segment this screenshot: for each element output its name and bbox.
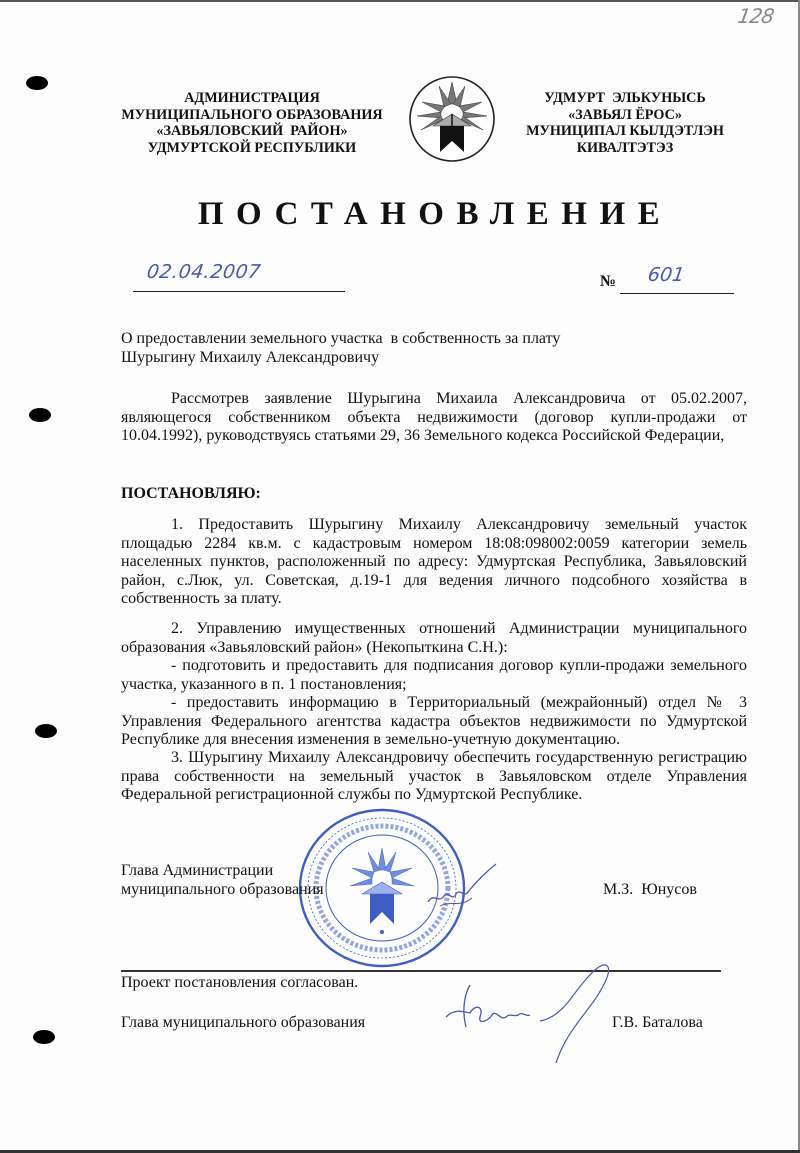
- header-right-line: КИВАЛТЭТЭЗ: [576, 139, 674, 156]
- decree-item-2-sub-1: - подготовить и предоставить для подписания договор купли-продажи земельного участка, указанного в п. 1 постановления;: [121, 657, 747, 693]
- punch-hole: [29, 408, 51, 422]
- date-value: 02.04.2007: [145, 261, 263, 283]
- punch-hole: [35, 724, 57, 738]
- head-name: М.З. Юнусов: [603, 881, 697, 898]
- decree-item-1: 1. Предоставить Шурыгину Михаилу Александровичу земельный участок площадью 2284 кв.м. с кадастровым номером 18:08:098002:0059 категории земель населенных пунктов, расположенный по адресу: Удмуртская Республика, Завьяловский район, с.Люк, ул. Советская, д.19-1 для ведения личного подсобного хозяйства в собственность за плату.: [121, 516, 747, 607]
- number-field: [620, 263, 734, 294]
- date-field: [133, 261, 345, 292]
- decree-item-2-sub-2: - предоставить информацию в Территориальный (межрайонный) отдел № 3 Управления Федерального агентства кадастра объектов недвижимости по Удмуртской Республике для внесения изменения в земельно-учетную документацию.: [121, 694, 747, 748]
- head-role-line: муниципального образования: [121, 880, 324, 898]
- header-right-line: «ЗАВЬЯЛ ЁРОС»: [568, 106, 682, 123]
- header-right: [520, 90, 730, 156]
- header-left-line: АДМИНИСТРАЦИЯ: [184, 90, 320, 106]
- punch-hole: [33, 1030, 55, 1044]
- decree-item-2: 2. Управлению имущественных отношений Администрации муниципального образования «Завьяловский район» (Некопыткина С.Н.):: [121, 620, 747, 656]
- approval-note: Проект постановления согласован.: [121, 974, 359, 991]
- head-role-line: Глава Администрации: [121, 862, 274, 879]
- approver-role: Глава муниципального образования: [121, 1014, 366, 1031]
- district-emblem-icon: [407, 74, 497, 164]
- decree-heading: ПОСТАНОВЛЯЮ:: [121, 485, 261, 502]
- header-right-line: МУНИЦИПАЛ КЫЛДЭТЛЭН: [526, 123, 724, 139]
- header-left: [110, 90, 394, 156]
- head-role: [121, 862, 361, 899]
- subject-line: О предоставлении земельного участка в собственность за плату: [121, 330, 561, 347]
- document-title: ПОСТАНОВЛЕНИЕ: [197, 196, 673, 232]
- number-label: №: [600, 273, 617, 290]
- head-signature-icon: [420, 862, 500, 922]
- approver-signature-icon: [440, 955, 620, 1065]
- header-right-line: УДМУРТ ЭЛЬКУНЫСЬ: [544, 90, 706, 106]
- preamble-paragraph: Рассмотрев заявление Шурыгина Михаила Александровича от 05.02.2007, являющегося собственником объекта недвижимости (договор купли-продажи от 10.04.1992), руководствуясь статьями 29, 36 Земельного кодекса Российской Федерации,: [121, 390, 747, 444]
- header-left-line: МУНИЦИПАЛЬНОГО ОБРАЗОВАНИЯ: [121, 106, 383, 123]
- page-edge-top: [0, 0, 800, 2]
- decree-item-3: 3. Шурыгину Михаилу Александровичу обеспечить государственную регистрацию права собственности на земельный участок в Завьяловском отделе Управления Федеральной регистрационной службы по Удмуртской Республике.: [121, 749, 747, 803]
- header-left-line: «ЗАВЬЯЛОВСКИЙ РАЙОН»: [156, 123, 348, 139]
- subject-line: Шурыгину Михаилу Александровичу: [121, 348, 380, 366]
- page-number: 128: [735, 4, 776, 28]
- number-value: 601: [646, 264, 686, 286]
- header-left-line: УДМУРТСКОЙ РЕСПУБЛИКИ: [147, 139, 357, 156]
- document-subject: [121, 330, 641, 367]
- approver-name: Г.В. Баталова: [612, 1014, 703, 1031]
- punch-hole: [26, 76, 48, 90]
- divider-line: [121, 970, 721, 972]
